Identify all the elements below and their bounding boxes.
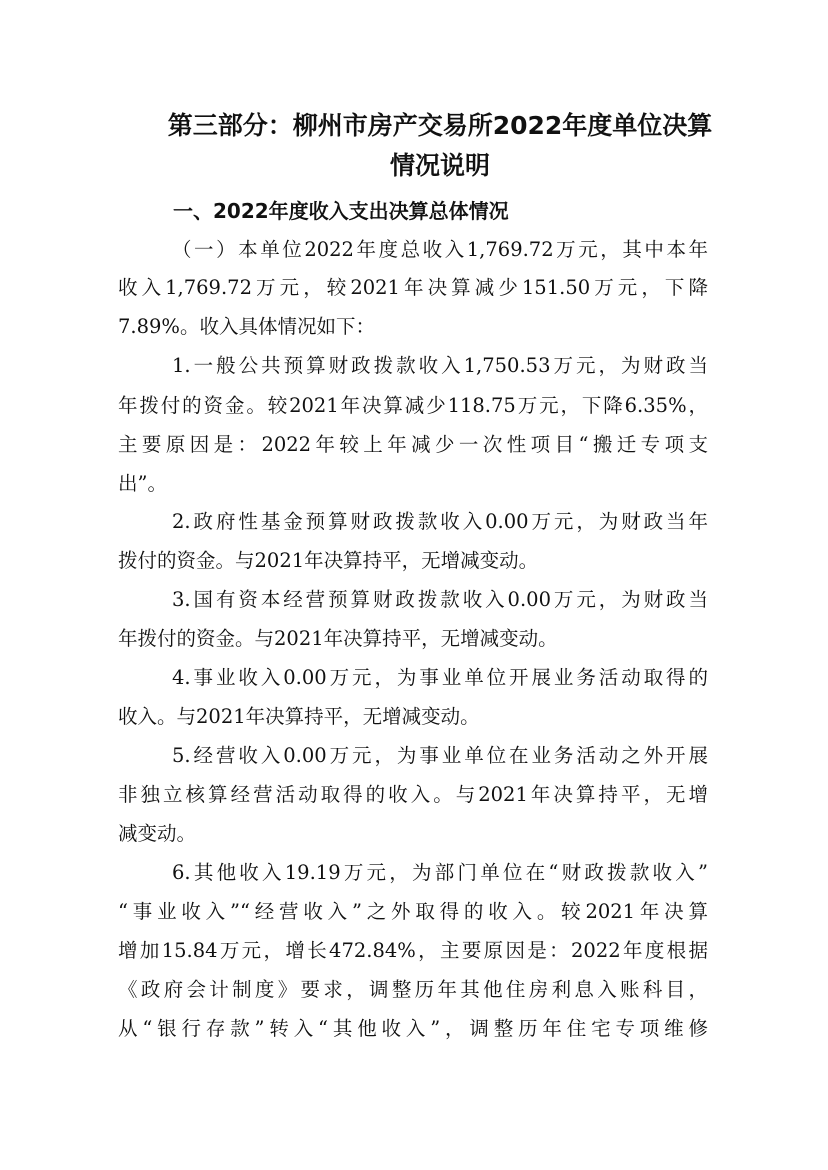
paragraph-line: 7.89%。收入具体情况如下：: [118, 315, 375, 338]
paragraph-line: 年拨付的资金。与2021年决算持平，无增减变动。: [118, 627, 558, 650]
section-heading: 一、2022年度收入支出决算总体情况: [173, 199, 509, 223]
paragraph-line: 5.经营收入0.00万元，为事业单位在业务活动之外开展: [172, 744, 708, 767]
paragraph-line: 6.其他收入19.19万元，为部门单位在“财政拨款收入”: [172, 861, 708, 884]
paragraph-line: “事业收入”“经营收入”之外取得的收入。较2021年决算: [118, 900, 708, 923]
paragraph-line: 收入。与2021年决算持平，无增减变动。: [118, 705, 480, 728]
paragraph-line: 收入1,769.72万元，较2021年决算减少151.50万元，下降: [118, 276, 708, 299]
paragraph-line: 增加15.84万元，增长472.84%，主要原因是：2022年度根据: [118, 939, 708, 962]
paragraph-line: 非独立核算经营活动取得的收入。与2021年决算持平，无增: [118, 783, 708, 806]
paragraph-line: 拨付的资金。与2021年决算持平，无增减变动。: [118, 549, 539, 572]
paragraph-line: 1.一般公共预算财政拨款收入1,750.53万元，为财政当: [172, 354, 708, 377]
document-title-line-1: 第三部分：柳州市房产交易所2022年度单位决算: [167, 111, 713, 140]
document-title-line-2: 情况说明: [389, 151, 490, 180]
paragraph-line: 从“银行存款”转入“其他收入”，调整历年住宅专项维修: [118, 1017, 708, 1040]
paragraph-line: 2.政府性基金预算财政拨款收入0.00万元，为财政当年: [172, 510, 708, 533]
paragraph-line: 减变动。: [118, 822, 197, 845]
paragraph-line: （一）本单位2022年度总收入1,769.72万元，其中本年: [172, 238, 708, 261]
paragraph-line: 主要原因是：2022年较上年减少一次性项目“搬迁专项支: [118, 433, 708, 456]
paragraph-line: 年拨付的资金。较2021年决算减少118.75万元，下降6.35%，: [118, 394, 708, 417]
paragraph-line: 4.事业收入0.00万元，为事业单位开展业务活动取得的: [172, 666, 708, 689]
paragraph-line: 出”。: [118, 472, 167, 495]
paragraph-line: 3.国有资本经营预算财政拨款收入0.00万元，为财政当: [172, 588, 708, 611]
paragraph-line: 《政府会计制度》要求，调整历年其他住房利息入账科目，: [118, 978, 708, 1001]
